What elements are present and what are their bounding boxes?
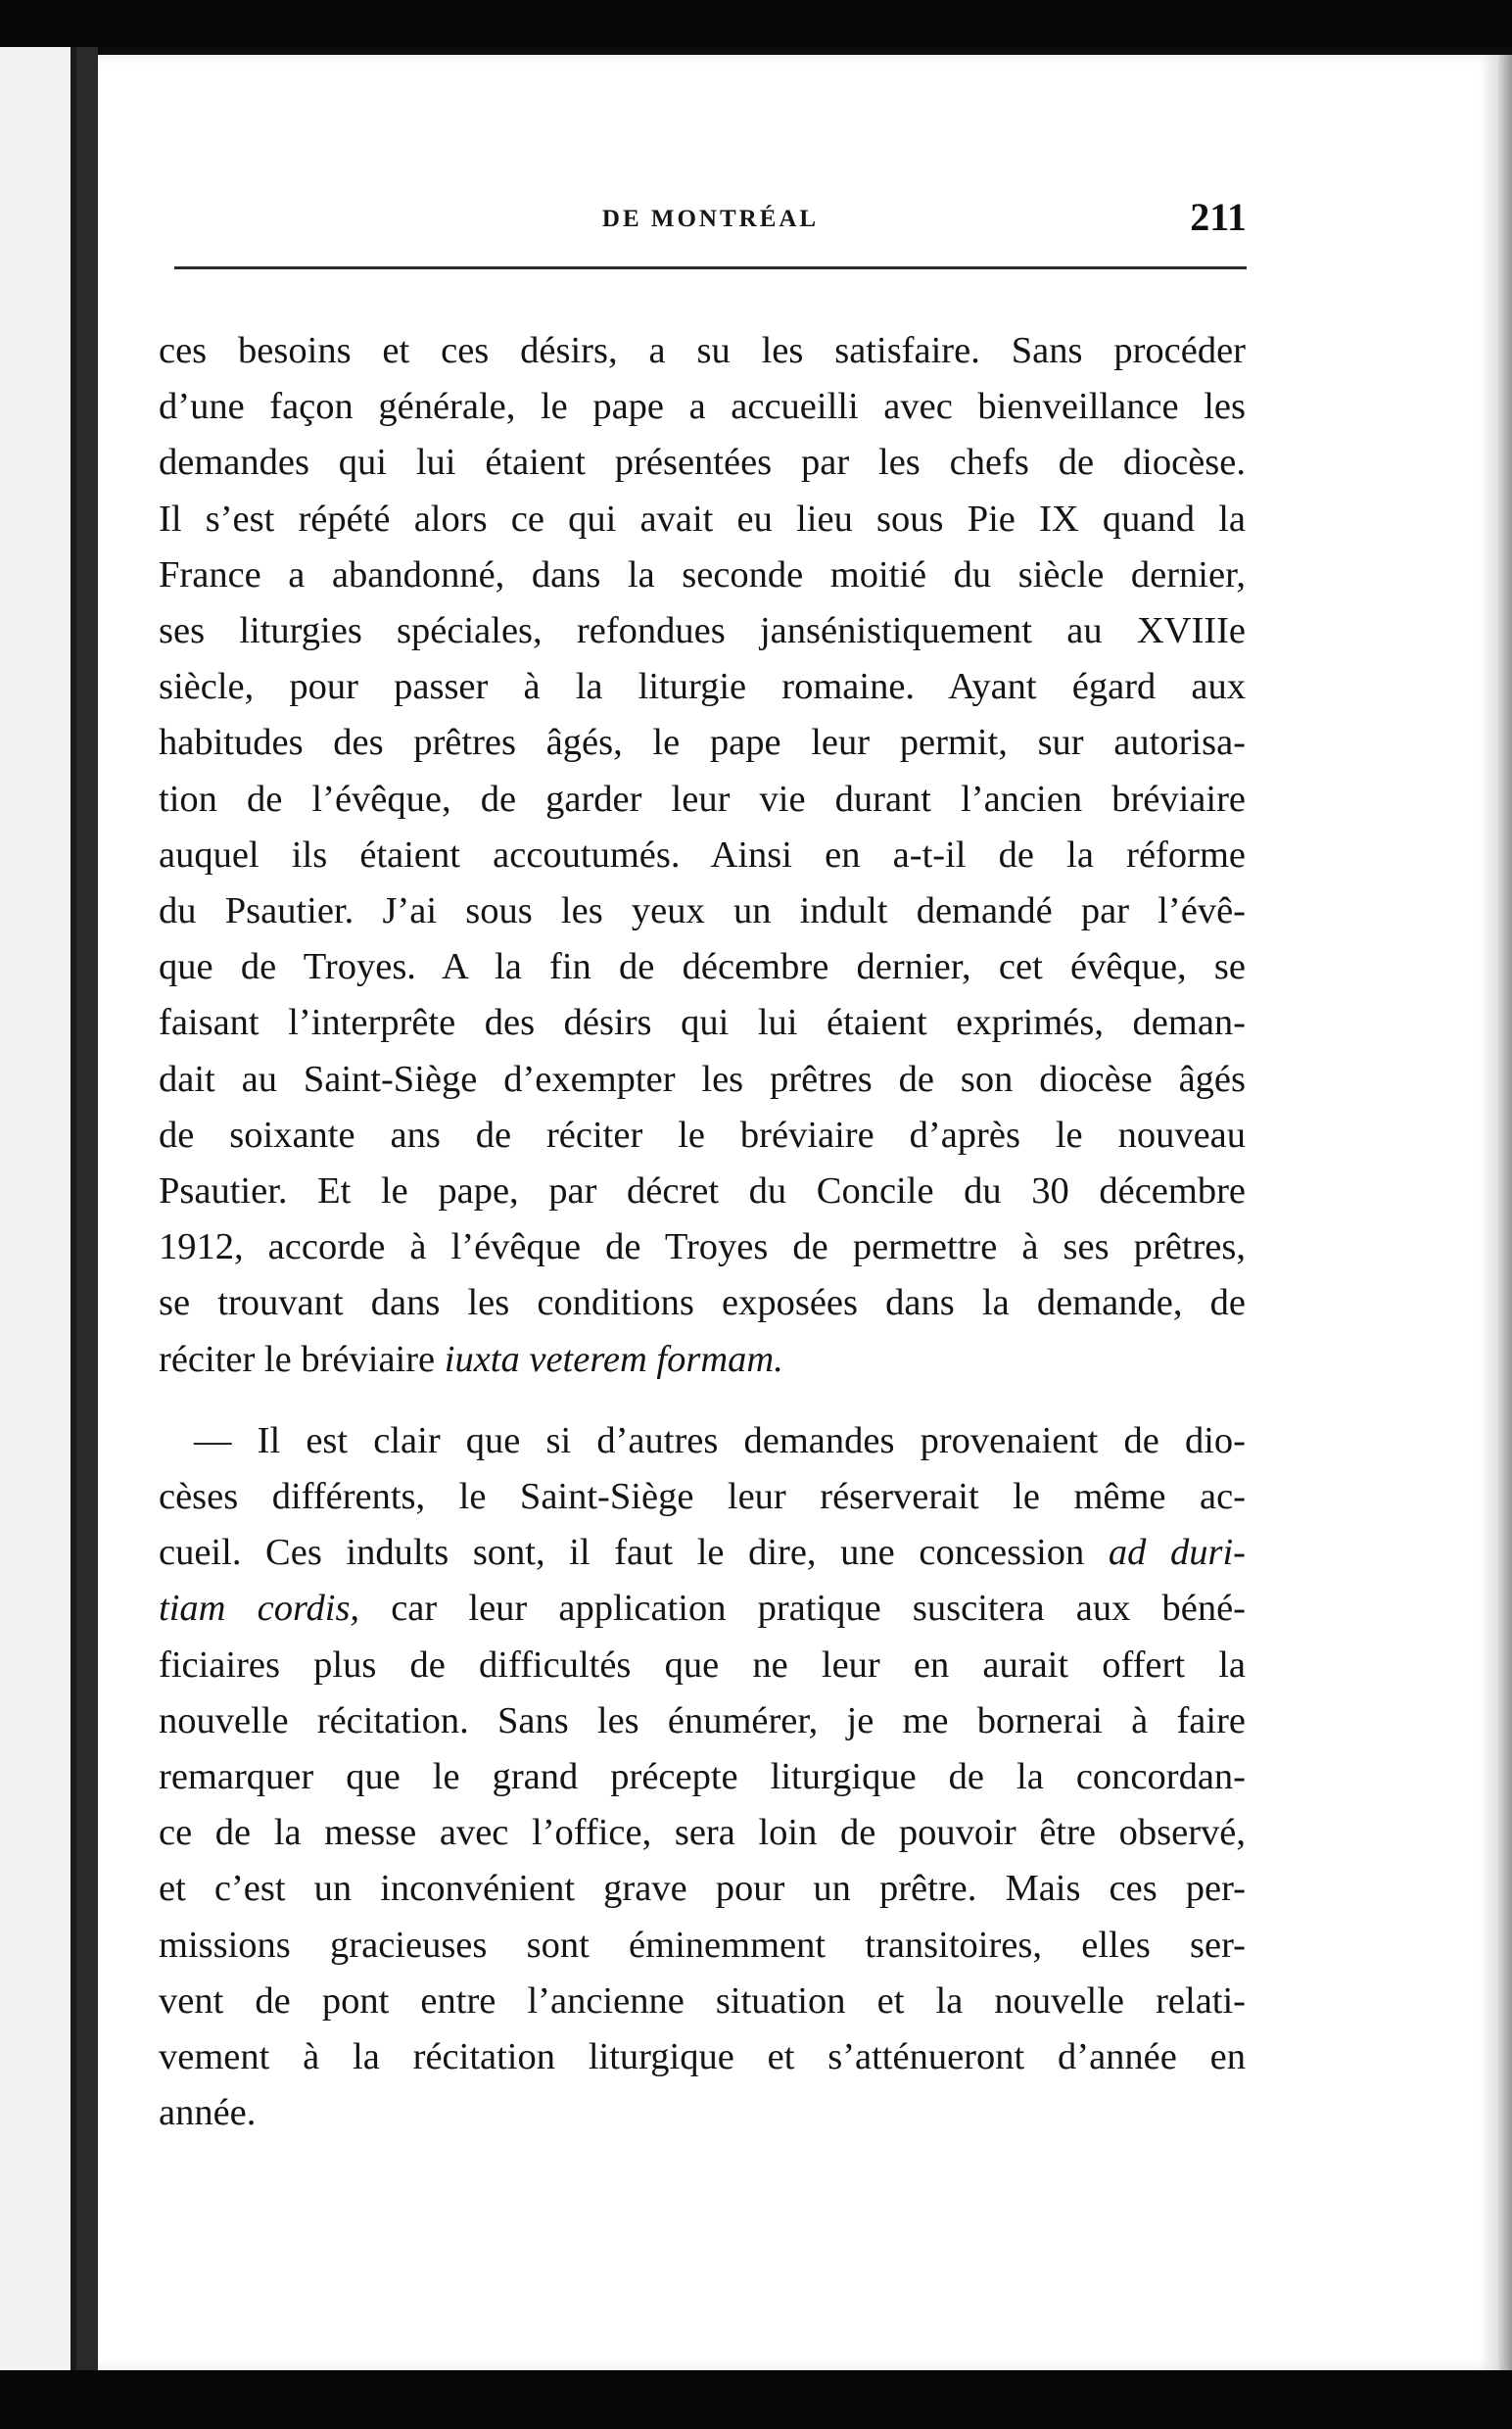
text-line: tion de l’évêque, de garder leur vie durant l’ancien bréviaire <box>159 778 1246 820</box>
latin-phrase: ad duri- <box>1108 1532 1246 1574</box>
text-line: demandes qui lui étaient présentées par les chefs de diocèse. <box>159 442 1246 484</box>
text-line: se trouvant dans les conditions exposées dans la demande, de <box>159 1282 1246 1324</box>
text-line: remarquer que le grand précepte liturgique de la concordan- <box>159 1756 1246 1798</box>
text-line: missions gracieuses sont éminemment transitoires, elles ser- <box>159 1924 1246 1966</box>
text-line: ficiaires plus de difficultés que ne leur en aurait offert la <box>159 1643 1246 1686</box>
text-line: cèses différents, le Saint-Siège leur réserverait le même ac- <box>159 1476 1246 1518</box>
text-line: que de Troyes. A la fin de décembre dernier, cet évêque, se <box>159 946 1246 988</box>
page-number: 211 <box>1190 195 1247 239</box>
text-line: vent de pont entre l’ancienne situation et la nouvelle relati- <box>159 1979 1246 2022</box>
body-text <box>159 323 1246 2142</box>
text-line: Psautier. Et le pape, par décret du Concile du 30 décembre <box>159 1170 1246 1213</box>
text-line: ses liturgies spéciales, refondues jansénistiquement au XVIIIe <box>159 610 1246 652</box>
scan-top-border <box>0 0 1512 47</box>
text-line: 1912, accorde à l’évêque de Troyes de permettre à ses prêtres, <box>159 1226 1246 1268</box>
latin-phrase: iuxta veterem formam. <box>444 1338 783 1380</box>
text-line: vement à la récitation liturgique et s’atténueront d’année en <box>159 2036 1246 2078</box>
running-head <box>174 194 1247 253</box>
text-line-indented: — Il est clair que si d’autres demandes provenaient de dio- <box>194 1419 1246 1461</box>
text-line: Il s’est répété alors ce qui avait eu lieu sous Pie IX quand la <box>159 498 1246 540</box>
text-line: d’une façon générale, le pape a accueilli avec bienveillance les <box>159 386 1246 428</box>
text-line: France a abandonné, dans la seconde moitié du siècle dernier, <box>159 553 1246 595</box>
text-line-last: année. <box>159 2092 257 2134</box>
text-line: dait au Saint-Siège d’exempter les prêtres de son diocèse âgés <box>159 1058 1246 1100</box>
text-line: ces besoins et ces désirs, a su les satisfaire. Sans procéder <box>159 330 1246 371</box>
paragraph-1 <box>159 323 1246 1388</box>
scan-bottom-border <box>0 2370 1512 2429</box>
adjacent-page-edge <box>0 47 76 2370</box>
paragraph-2 <box>159 1413 1246 2142</box>
text-line: de soixante ans de réciter le bréviaire d’après le nouveau <box>159 1114 1246 1156</box>
text-line: auquel ils étaient accoutumés. Ainsi en a-t-il de la réforme <box>159 833 1246 876</box>
text-line <box>159 1525 1246 1581</box>
text-line: siècle, pour passer à la liturgie romaine. Ayant égard aux <box>159 666 1246 708</box>
text-line: du Psautier. J’ai sous les yeux un indult demandé par l’évê- <box>159 890 1246 932</box>
text-line: faisant l’interprête des désirs qui lui étaient exprimés, deman- <box>159 1002 1246 1044</box>
line-text: réciter le bréviaire <box>159 1338 445 1380</box>
page-edge-right <box>1498 55 1512 2370</box>
header-rule <box>174 266 1247 269</box>
latin-phrase: tiam cordis, <box>159 1588 360 1630</box>
text-line-last <box>159 1332 1246 1388</box>
text-line: ce de la messe avec l’office, sera loin de pouvoir être observé, <box>159 1812 1246 1854</box>
line-text: car leur application pratique suscitera aux béné- <box>359 1588 1246 1630</box>
running-head-title: DE MONTRÉAL <box>601 206 820 232</box>
text-line: nouvelle récitation. Sans les énumérer, je me bornerai à faire <box>159 1699 1246 1741</box>
line-text: cueil. Ces indults sont, il faut le dire, une concession <box>159 1532 1109 1574</box>
text-line <box>159 1581 1246 1637</box>
binding-shadow <box>76 47 98 2370</box>
text-line: et c’est un inconvénient grave pour un prêtre. Mais ces per- <box>159 1868 1246 1910</box>
text-line: habitudes des prêtres âgés, le pape leur permit, sur autorisa- <box>159 722 1246 764</box>
